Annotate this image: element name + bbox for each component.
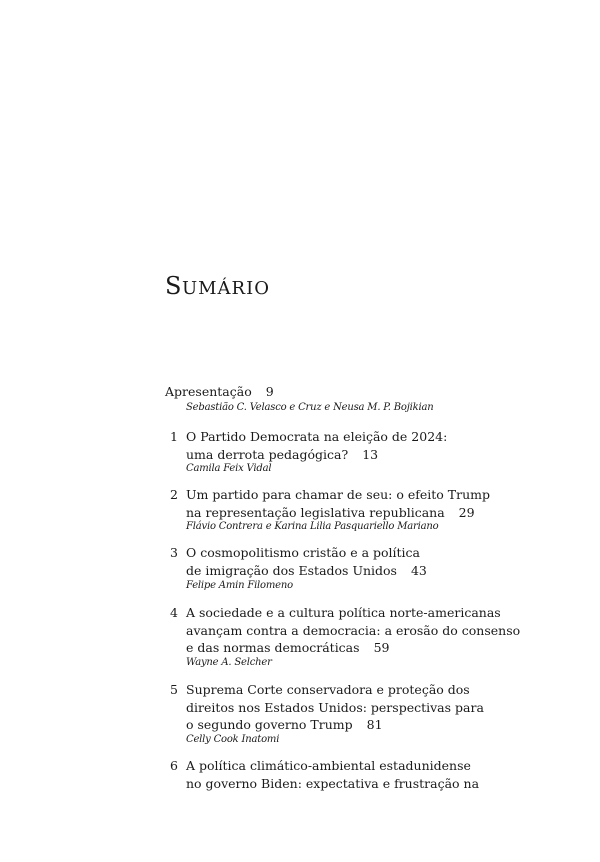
toc-entry-number: 6 <box>170 758 178 773</box>
toc-entry-title: A sociedade e a cultura política norte-americanas avançam contra a democracia: a erosão do consenso e das normas democráticas 59 <box>186 605 521 655</box>
toc-entry-author: Felipe Amin Filomeno <box>186 580 293 591</box>
toc-entry-title: Suprema Corte conservadora e proteção dos direitos nos Estados Unidos: perspectivas para o segundo governo Trump 81 <box>186 682 484 732</box>
toc-entry-number: 1 <box>170 429 178 444</box>
toc-entry-number: 5 <box>170 682 178 697</box>
toc-entry-page: 29 <box>458 504 475 520</box>
toc-entry-author: Flávio Contrera e Karina Lilia Pasquariello Mariano <box>186 521 439 532</box>
toc-entry-number: 2 <box>170 487 178 502</box>
toc-entry-page: 81 <box>366 717 383 732</box>
toc-entry-page: 43 <box>410 562 427 578</box>
toc-entry-author: Sebastião C. Velasco e Cruz e Neusa M. P. Bojikian <box>186 402 434 413</box>
toc-entry-page: 9 <box>265 384 274 399</box>
toc-entry-author: Celly Cook Inatomi <box>186 734 280 745</box>
toc-entry-title: O cosmopolitismo cristão e a política de imigração dos Estados Unidos 43 <box>186 545 427 578</box>
toc-entry-title: Apresentação 9 <box>165 384 274 399</box>
toc-entry-title: O Partido Democrata na eleição de 2024: uma derrota pedagógica? 13 <box>186 429 448 462</box>
toc-entry-title: A política climático-ambiental estadunidense no governo Biden: expectativa e frustração na <box>186 758 480 791</box>
toc-entry-title: Um partido para chamar de seu: o efeito Trump na representação legislativa republicana 29 <box>186 487 491 520</box>
page-title <box>165 272 270 300</box>
toc-entry-page: 59 <box>373 640 390 655</box>
page-title-rest: UMÁRIO <box>181 278 270 299</box>
page-title-initial: S <box>165 272 182 300</box>
toc-entry-number: 3 <box>170 545 178 560</box>
toc-entry-number: 4 <box>170 605 178 620</box>
toc-entry-page: 13 <box>362 446 379 462</box>
toc-entry-author: Camila Feix Vidal <box>186 463 272 474</box>
toc-entry-author: Wayne A. Selcher <box>186 657 272 668</box>
